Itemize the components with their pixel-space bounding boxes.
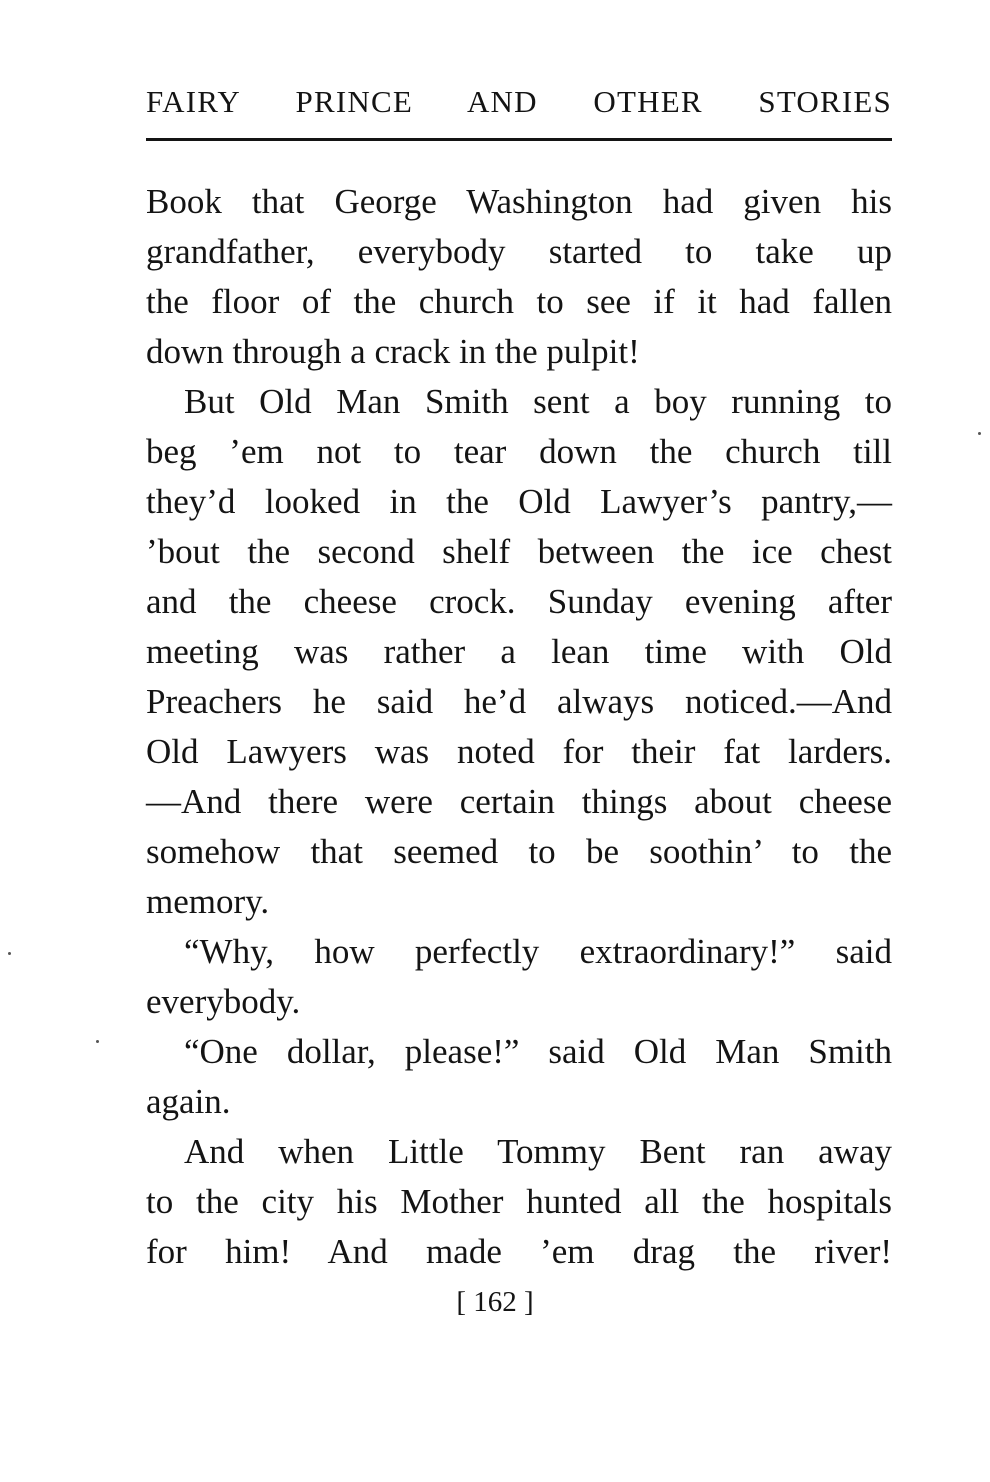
- text-line: everybody.: [146, 982, 301, 1021]
- text-line: —And there were certain things about cheese: [146, 782, 892, 821]
- paragraph-first-line: But Old Man Smith sent a boy running to: [184, 382, 892, 421]
- header-rule: [146, 138, 892, 141]
- text-line: for him! And made ’em drag the river!: [146, 1232, 892, 1271]
- text-line: down through a crack in the pulpit!: [146, 332, 640, 371]
- text-line: ’bout the second shelf between the ice chest: [146, 532, 892, 571]
- body-text: [146, 177, 892, 1277]
- text-line: Book that George Washington had given his: [146, 182, 892, 221]
- scan-speck: [978, 432, 981, 435]
- text-line: memory.: [146, 882, 270, 921]
- page-number: [ 162 ]: [456, 1286, 534, 1318]
- text-line: meeting was rather a lean time with Old: [146, 632, 892, 671]
- text-line: Old Lawyers was noted for their fat larders.: [146, 732, 892, 771]
- text-line: somehow that seemed to be soothin’ to the: [146, 832, 892, 871]
- scan-speck: [96, 1040, 99, 1043]
- text-line: and the cheese crock. Sunday evening after: [146, 582, 892, 621]
- paragraph-first-line: And when Little Tommy Bent ran away: [184, 1132, 892, 1171]
- running-head: FAIRY PRINCE AND OTHER STORIES: [146, 84, 892, 119]
- scan-speck: [8, 952, 11, 955]
- text-line: the floor of the church to see if it had fallen: [146, 282, 892, 321]
- text-line: Preachers he said he’d always noticed.—And: [146, 682, 892, 721]
- paragraph-first-line: “Why, how perfectly extraordinary!” said: [184, 932, 892, 971]
- text-line: to the city his Mother hunted all the hospitals: [146, 1182, 892, 1221]
- text-line: grandfather, everybody started to take up: [146, 232, 892, 271]
- paragraph-first-line: “One dollar, please!” said Old Man Smith: [184, 1032, 892, 1071]
- text-line: they’d looked in the Old Lawyer’s pantry,—: [146, 482, 892, 521]
- text-line: beg ’em not to tear down the church till: [146, 432, 892, 471]
- text-line: again.: [146, 1082, 231, 1121]
